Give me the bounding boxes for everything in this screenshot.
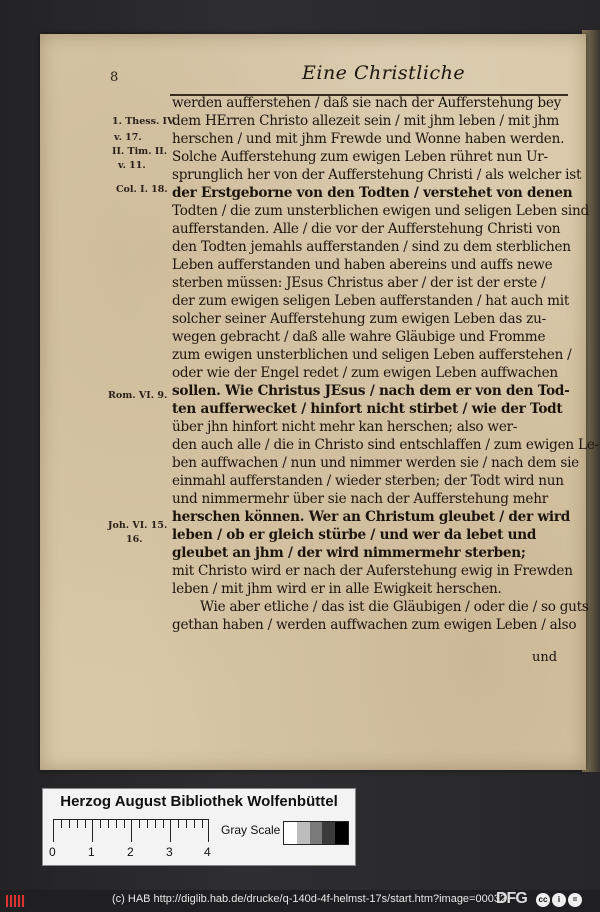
text-line: Leben aufferstanden und haben abereins und auffs newe [172,257,553,273]
ruler-tick [100,820,101,828]
text-line: Wie aber etliche / das ist die Gläubigen / oder die / so guts [200,599,589,615]
ruler-tick [139,820,140,828]
gray-swatch [322,822,335,844]
running-head: Eine Christliche [302,62,466,84]
scale-ruler [53,819,209,842]
ruler-tick [131,820,132,842]
text-line: ben auffwachen / nun und nimmer werden sie / nach dem sie [172,455,579,471]
text-line: ten aufferwecket / hinfort nicht stirbet / wie der Todt [172,401,563,417]
margin-note: II. Tim. II. [112,146,168,157]
text-line: aufferstanden. Alle / die vor der Aufferstehung Christi von [172,221,561,237]
margin-note: Joh. VI. 15. [108,520,168,531]
ruler-tick [186,820,187,828]
ruler-tick [92,820,93,842]
text-line: dem HErren Christo allezeit sein / mit jhm leben / mit jhm [172,113,560,129]
library-label-card [42,788,356,866]
text-line: wegen gebracht / daß alle wahre Gläubige und Fromme [172,329,546,345]
text-line: der Erstgeborne von den Todten / verstehet von denen [172,185,573,201]
dfg-logo: DFG [496,890,527,907]
margin-note: Rom. VI. 9. [108,390,168,401]
text-line: zum ewigen unsterblichen und seligen Leben aufferstehen / [172,347,572,363]
text-line: Solche Aufferstehung zum ewigen Leben rühret nun Ur- [172,149,548,165]
text-line: über jhn hinfort nicht mehr kan herschen; also wer- [172,419,518,435]
gray-swatch [297,822,310,844]
ruler-tick [155,820,156,828]
license-icons [536,893,582,907]
page-number: 8 [110,70,119,85]
ruler-tick [170,820,171,842]
text-line: gethan haben / werden auffwachen zum ewigen Leben / also [172,617,577,633]
ruler-tick [116,820,117,828]
text-line: gleubet an jhm / der wird nimmermehr sterben; [172,545,526,561]
gray-swatch [284,822,297,844]
text-line: der zum ewigen seligen Leben aufferstanden / hat auch mit [172,293,570,309]
text-line: herschen können. Wer an Christum gleubet / der wird [172,509,571,525]
no-derivatives-icon: = [568,893,582,907]
gray-swatch [335,822,348,844]
citation-text: (c) HAB http://diglib.hab.de/drucke/q-140d-4f-helmst-17s/start.htm?image=00032 [112,893,507,905]
catchword: und [532,650,558,665]
text-line: leben / ob er gleich stürbe / und wer da lebet und [172,527,537,543]
ruler-tick [69,820,70,828]
text-line: mit Christo wird er nach der Auferstehung ewig in Frewden [172,563,573,579]
text-line: sprunglich her von der Aufferstehung Christi / als welcher ist [172,167,582,183]
ruler-number: 3 [166,845,173,859]
text-line: werden aufferstehen / daß sie nach der Aufferstehung bey [172,95,562,111]
ruler-number: 2 [127,845,134,859]
text-line: den auch alle / die in Christo sind entschlaffen / zum ewigen Le- [172,437,599,453]
text-line: herschen / und mit jhm Frewde und Wonne haben werden. [172,131,565,147]
ruler-tick [108,820,109,828]
text-line: und nimmermehr über sie nach der Aufferstehung mehr [172,491,548,507]
ruler-numbers [49,845,249,861]
ruler-tick [124,820,125,828]
ruler-tick [163,820,164,828]
ruler-tick [208,820,209,842]
gray-swatch [310,822,323,844]
ruler-number: 0 [49,845,56,859]
ruler-tick [61,820,62,828]
ruler-number: 1 [88,845,95,859]
ruler-tick [178,820,179,828]
text-line: Todten / die zum unsterblichen ewigen und seligen Leben sind [172,203,589,219]
text-line: einmahl aufferstanden / wieder sterben; der Todt wird nun [172,473,564,489]
ruler-tick [202,820,203,828]
margin-note: v. 17. [114,132,142,143]
ruler-tick [77,820,78,828]
margin-note: Col. I. 18. [116,184,168,195]
ruler-tick [194,820,195,828]
ruler-tick [147,820,148,828]
text-line: sterben müssen: JEsus Christus aber / der ist der erste / [172,275,546,291]
ruler-tick [53,820,54,842]
ruler-tick [85,820,86,828]
attribution-icon: i [552,893,566,907]
text-line: leben / mit jhm wird er in alle Ewigkeit herschen. [172,581,502,597]
text-line: oder wie der Engel redet / zum ewigen Leben auffwachen [172,365,558,381]
text-line: solcher seiner Aufferstehung zum ewigen Leben das zu- [172,311,546,327]
margin-note: 1. Thess. IV. [112,116,177,127]
ruler-number: 4 [204,845,211,859]
text-line: den Todten jemahls aufferstanden / sind zu dem sterblichen [172,239,571,255]
cc-icon: cc [536,893,550,907]
text-line: sollen. Wie Christus JEsus / nach dem er von den Tod- [172,383,570,399]
margin-note: 16. [126,534,143,545]
library-title: Herzog August Bibliothek Wolfenbüttel [60,793,338,810]
hab-logo-icon [6,895,26,907]
margin-note: v. 11. [118,160,146,171]
grayscale-label: Gray Scale [221,823,281,837]
grayscale-swatches [283,821,349,845]
